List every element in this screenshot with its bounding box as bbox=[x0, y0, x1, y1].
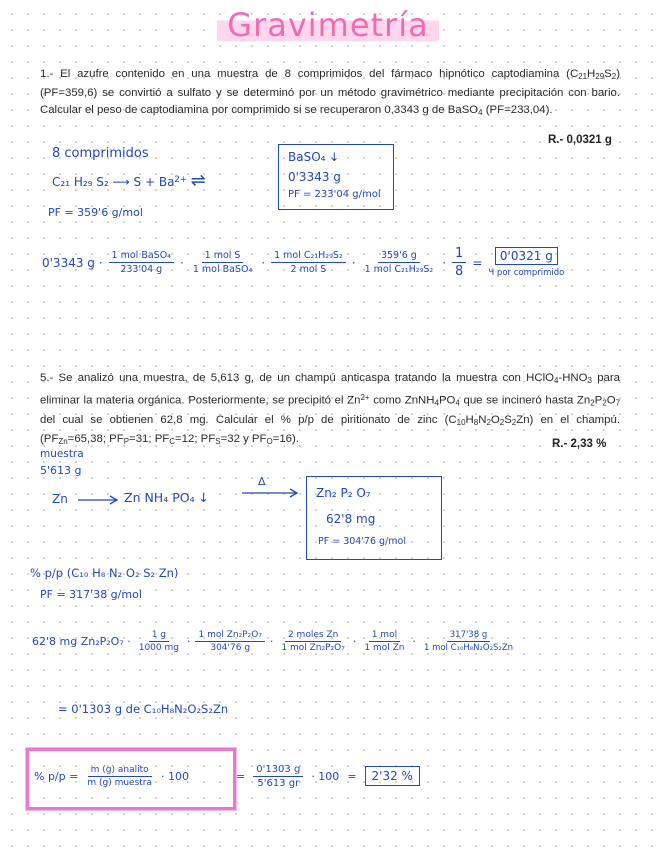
p1-f1-num: 1 mol BaSO₄ bbox=[109, 250, 174, 263]
p5-sub: 3 bbox=[587, 375, 592, 385]
problem-5-statement bbox=[40, 370, 620, 450]
p5-factor-1 bbox=[136, 630, 182, 653]
p1-dot: · bbox=[261, 255, 266, 270]
p5-note-pp: % p/p (C₁₀ H₈ N₂ O₂ S₂ Zn) bbox=[30, 566, 179, 580]
p1-text-b: H bbox=[587, 68, 596, 80]
p1-note-comprimidos: 8 comprimidos bbox=[52, 146, 149, 161]
p5-f4-den: 1 mol Zn bbox=[364, 643, 405, 653]
p5-pp-formula bbox=[34, 750, 189, 802]
p5-factor-3 bbox=[278, 630, 347, 653]
p5-f2-num: 1 mol Zn₂P₂O₇ bbox=[195, 630, 264, 642]
p5-note-muestra: muestra bbox=[40, 448, 84, 460]
p5-note-mass: 5'613 g bbox=[40, 464, 82, 477]
p5-pp-times: · 100 bbox=[161, 769, 190, 783]
p1-result-note: Ч por comprimido bbox=[488, 268, 565, 278]
p5-text: como ZnNH bbox=[369, 394, 435, 407]
p5-f4-num: 1 mol bbox=[369, 630, 400, 642]
p1-f1-den: 233'04 g bbox=[120, 264, 163, 275]
problem-1-answer: R.- 0,0321 g bbox=[548, 134, 612, 146]
p5-text: del cual se obtienen 62,8 mg. Calcular el % p/p de piritionato de zinc (C bbox=[40, 413, 457, 426]
p5-sub: 7 bbox=[615, 398, 621, 408]
p5-pp-den: m (g) muestra bbox=[87, 777, 153, 788]
p5-text: =16). bbox=[272, 432, 299, 445]
p1-f4-num: 359'6 g bbox=[378, 250, 420, 263]
p5-pp-eq: = bbox=[236, 769, 246, 783]
problem-5-answer: R.- 2,33 % bbox=[552, 438, 607, 450]
p1-sub: 29 bbox=[595, 71, 605, 81]
p1-equals: = bbox=[472, 255, 483, 270]
p1-reaction-text: C₂₁ H₂₉ S₂ ⟶ S + Ba bbox=[52, 175, 175, 189]
p1-text-c: S bbox=[604, 68, 612, 80]
p5-dot: · bbox=[186, 635, 191, 648]
p5-f1-num: 1 g bbox=[149, 630, 169, 642]
p5-text: P bbox=[594, 394, 603, 407]
p5-sub: 8 bbox=[473, 417, 479, 427]
p5-pp2-num: 0'1303 g bbox=[253, 764, 303, 777]
p5-pp-final: 2'32 % bbox=[365, 766, 420, 786]
p5-box-line3: PF = 304'76 g/mol bbox=[318, 536, 406, 547]
p1-box-line3: PF = 233'04 g/mol bbox=[288, 189, 381, 200]
p1-note-pf: PF = 359'6 g/mol bbox=[48, 206, 143, 219]
p5-text: =65,38; PF bbox=[67, 432, 124, 445]
p5-sub: 4 bbox=[455, 398, 460, 408]
p1-dot: · bbox=[442, 255, 447, 270]
p5-sub: P bbox=[123, 436, 130, 446]
p5-pp2-den: 5'613 gr bbox=[257, 777, 300, 789]
p5-box-line2: 62'8 mg bbox=[326, 512, 376, 526]
p1-note-reaction bbox=[52, 170, 206, 191]
p5-text: =31; PF bbox=[129, 432, 170, 445]
p5-text: 5.- Se analizó una muestra, de 5,613 g, de un champú anticaspa tratando la muestra con HClO bbox=[40, 372, 554, 384]
p1-text-a: 1.- El azufre contenido en una muestra de 8 comprimidos del fármaco hipnótico captodiamina (C bbox=[40, 68, 579, 80]
p1-result-value: 0'0321 g bbox=[495, 247, 558, 265]
p1-f2-den: 1 mol BaSO₄ bbox=[192, 264, 253, 275]
p5-sub: 4 bbox=[434, 398, 439, 408]
p1-text-e: (PF=233,04). bbox=[482, 103, 553, 116]
page-title bbox=[0, 6, 656, 44]
p5-result-line: = 0'1303 g de C₁₀H₈N₂O₂S₂Zn bbox=[58, 702, 229, 716]
p5-factor-5 bbox=[421, 630, 516, 653]
p5-pp-eq-2: = bbox=[347, 769, 357, 783]
p5-f2-den: 304'76 g bbox=[210, 643, 251, 653]
p5-sub: S bbox=[215, 436, 221, 446]
p5-note-znnh4po4: Zn NH₄ PO₄ ↓ bbox=[124, 490, 210, 505]
p5-text: Zn) en el champú. (PF bbox=[40, 413, 620, 445]
p1-f2-num: 1 mol S bbox=[202, 250, 244, 263]
p5-text: -HNO bbox=[558, 372, 588, 384]
p5-pp2-times: · 100 bbox=[311, 769, 340, 783]
p5-text: para eliminar la materia orgánica. Posteriormente, se precipitó el Zn bbox=[40, 372, 621, 407]
p5-box-line1: Zn₂ P₂ O₇ bbox=[316, 486, 371, 500]
p1-calc-start: 0'3343 g · bbox=[42, 255, 103, 270]
p1-factor-2 bbox=[190, 250, 255, 275]
p5-dot: · bbox=[412, 635, 416, 648]
p5-sub: 2 bbox=[511, 417, 517, 427]
p5-f3-num: 2 moles Zn bbox=[285, 630, 341, 642]
p5-f1-den: 1000 mg bbox=[138, 643, 179, 653]
p5-text: =12; PF bbox=[175, 432, 216, 445]
p5-sub: 2 bbox=[602, 398, 607, 408]
p5-arrow-2 bbox=[240, 487, 300, 499]
p1-box-line1: BaSO₄ ↓ bbox=[288, 150, 340, 164]
p5-note-pf: PF = 317'38 g/mol bbox=[40, 588, 142, 601]
p5-text: O bbox=[606, 394, 616, 407]
p5-sub: O bbox=[266, 436, 273, 446]
p5-note-zn: Zn bbox=[52, 492, 68, 506]
p5-text: que se incineró hasta Zn bbox=[459, 394, 591, 407]
p5-calculation bbox=[32, 630, 516, 653]
p5-pp-fraction bbox=[84, 765, 155, 788]
p5-sup: 2+ bbox=[360, 392, 370, 402]
p1-box-line2: 0'3343 g bbox=[288, 170, 341, 184]
problem-1-statement bbox=[40, 66, 620, 121]
p1-factor-4 bbox=[362, 250, 437, 275]
p1-equilibrium-arrow: ⇌ bbox=[190, 170, 206, 191]
p1-ba-charge: 2+ bbox=[174, 174, 187, 185]
p5-dot: · bbox=[269, 635, 274, 648]
p5-sub: 2 bbox=[486, 417, 491, 427]
p1-f4-den: 1 mol C₂₁H₂₉S₂ bbox=[364, 264, 434, 275]
p1-sub: 4 bbox=[478, 107, 483, 117]
p1-dot: · bbox=[351, 255, 356, 270]
p5-f5-num: 317'38 g bbox=[447, 630, 490, 642]
p1-f3-num: 1 mol C₂₁H₂₉S₂ bbox=[271, 250, 346, 263]
p5-dot: · bbox=[352, 635, 357, 648]
p5-sub: Zn bbox=[58, 436, 68, 446]
p1-f5-num: 1 bbox=[452, 246, 466, 263]
p5-pp2-fraction bbox=[253, 764, 303, 789]
p5-sub: C bbox=[169, 436, 176, 446]
p5-text: H bbox=[465, 413, 474, 426]
p1-sub: 21 bbox=[578, 71, 588, 81]
p1-result bbox=[488, 247, 564, 278]
p5-pp-num: m (g) analito bbox=[88, 765, 152, 777]
p5-text: =32 y PF bbox=[220, 432, 267, 445]
p5-calc-start: 62'8 mg Zn₂P₂O₇ · bbox=[32, 635, 131, 648]
p5-text: O bbox=[490, 413, 500, 426]
p5-sub: 2 bbox=[499, 417, 505, 427]
p5-text: N bbox=[478, 413, 487, 426]
p5-text: PO bbox=[438, 394, 456, 407]
p5-sub: 4 bbox=[553, 375, 559, 385]
p1-calculation bbox=[42, 246, 564, 279]
p1-dot: · bbox=[180, 255, 184, 270]
p1-text-d: ) (PF=359,6) se convirtió a sulfato y se determinó por un método gravimétrico mediante precipitación con bario. Calcular el peso de captodiamina por comprimido si se recuperaron 0,3343 g de BaSO bbox=[40, 68, 620, 116]
p5-pp-calculation bbox=[236, 750, 420, 802]
p5-pp-label: % p/p = bbox=[34, 769, 79, 783]
p5-note-delta: Δ bbox=[258, 475, 266, 488]
p1-factor-5 bbox=[452, 246, 466, 279]
p5-arrow-1 bbox=[76, 494, 120, 506]
p5-factor-2 bbox=[195, 630, 264, 653]
p1-factor-1 bbox=[109, 250, 174, 275]
page-title-text: Gravimetría bbox=[217, 6, 438, 44]
p5-f3-den: 1 mol Zn₂P₂O₇ bbox=[281, 643, 345, 653]
p1-f5-den: 8 bbox=[455, 264, 464, 279]
p1-sub: 2 bbox=[611, 71, 617, 81]
p5-f5-den: 1 mol C₁₀H₈N₂O₂S₂Zn bbox=[423, 643, 514, 653]
p5-factor-4 bbox=[361, 630, 407, 653]
p5-sub: 2 bbox=[590, 398, 595, 408]
p1-f3-den: 2 mol S bbox=[290, 264, 327, 275]
p1-factor-3 bbox=[271, 250, 346, 275]
p5-text: S bbox=[504, 413, 512, 426]
p5-sub: 10 bbox=[456, 417, 466, 427]
